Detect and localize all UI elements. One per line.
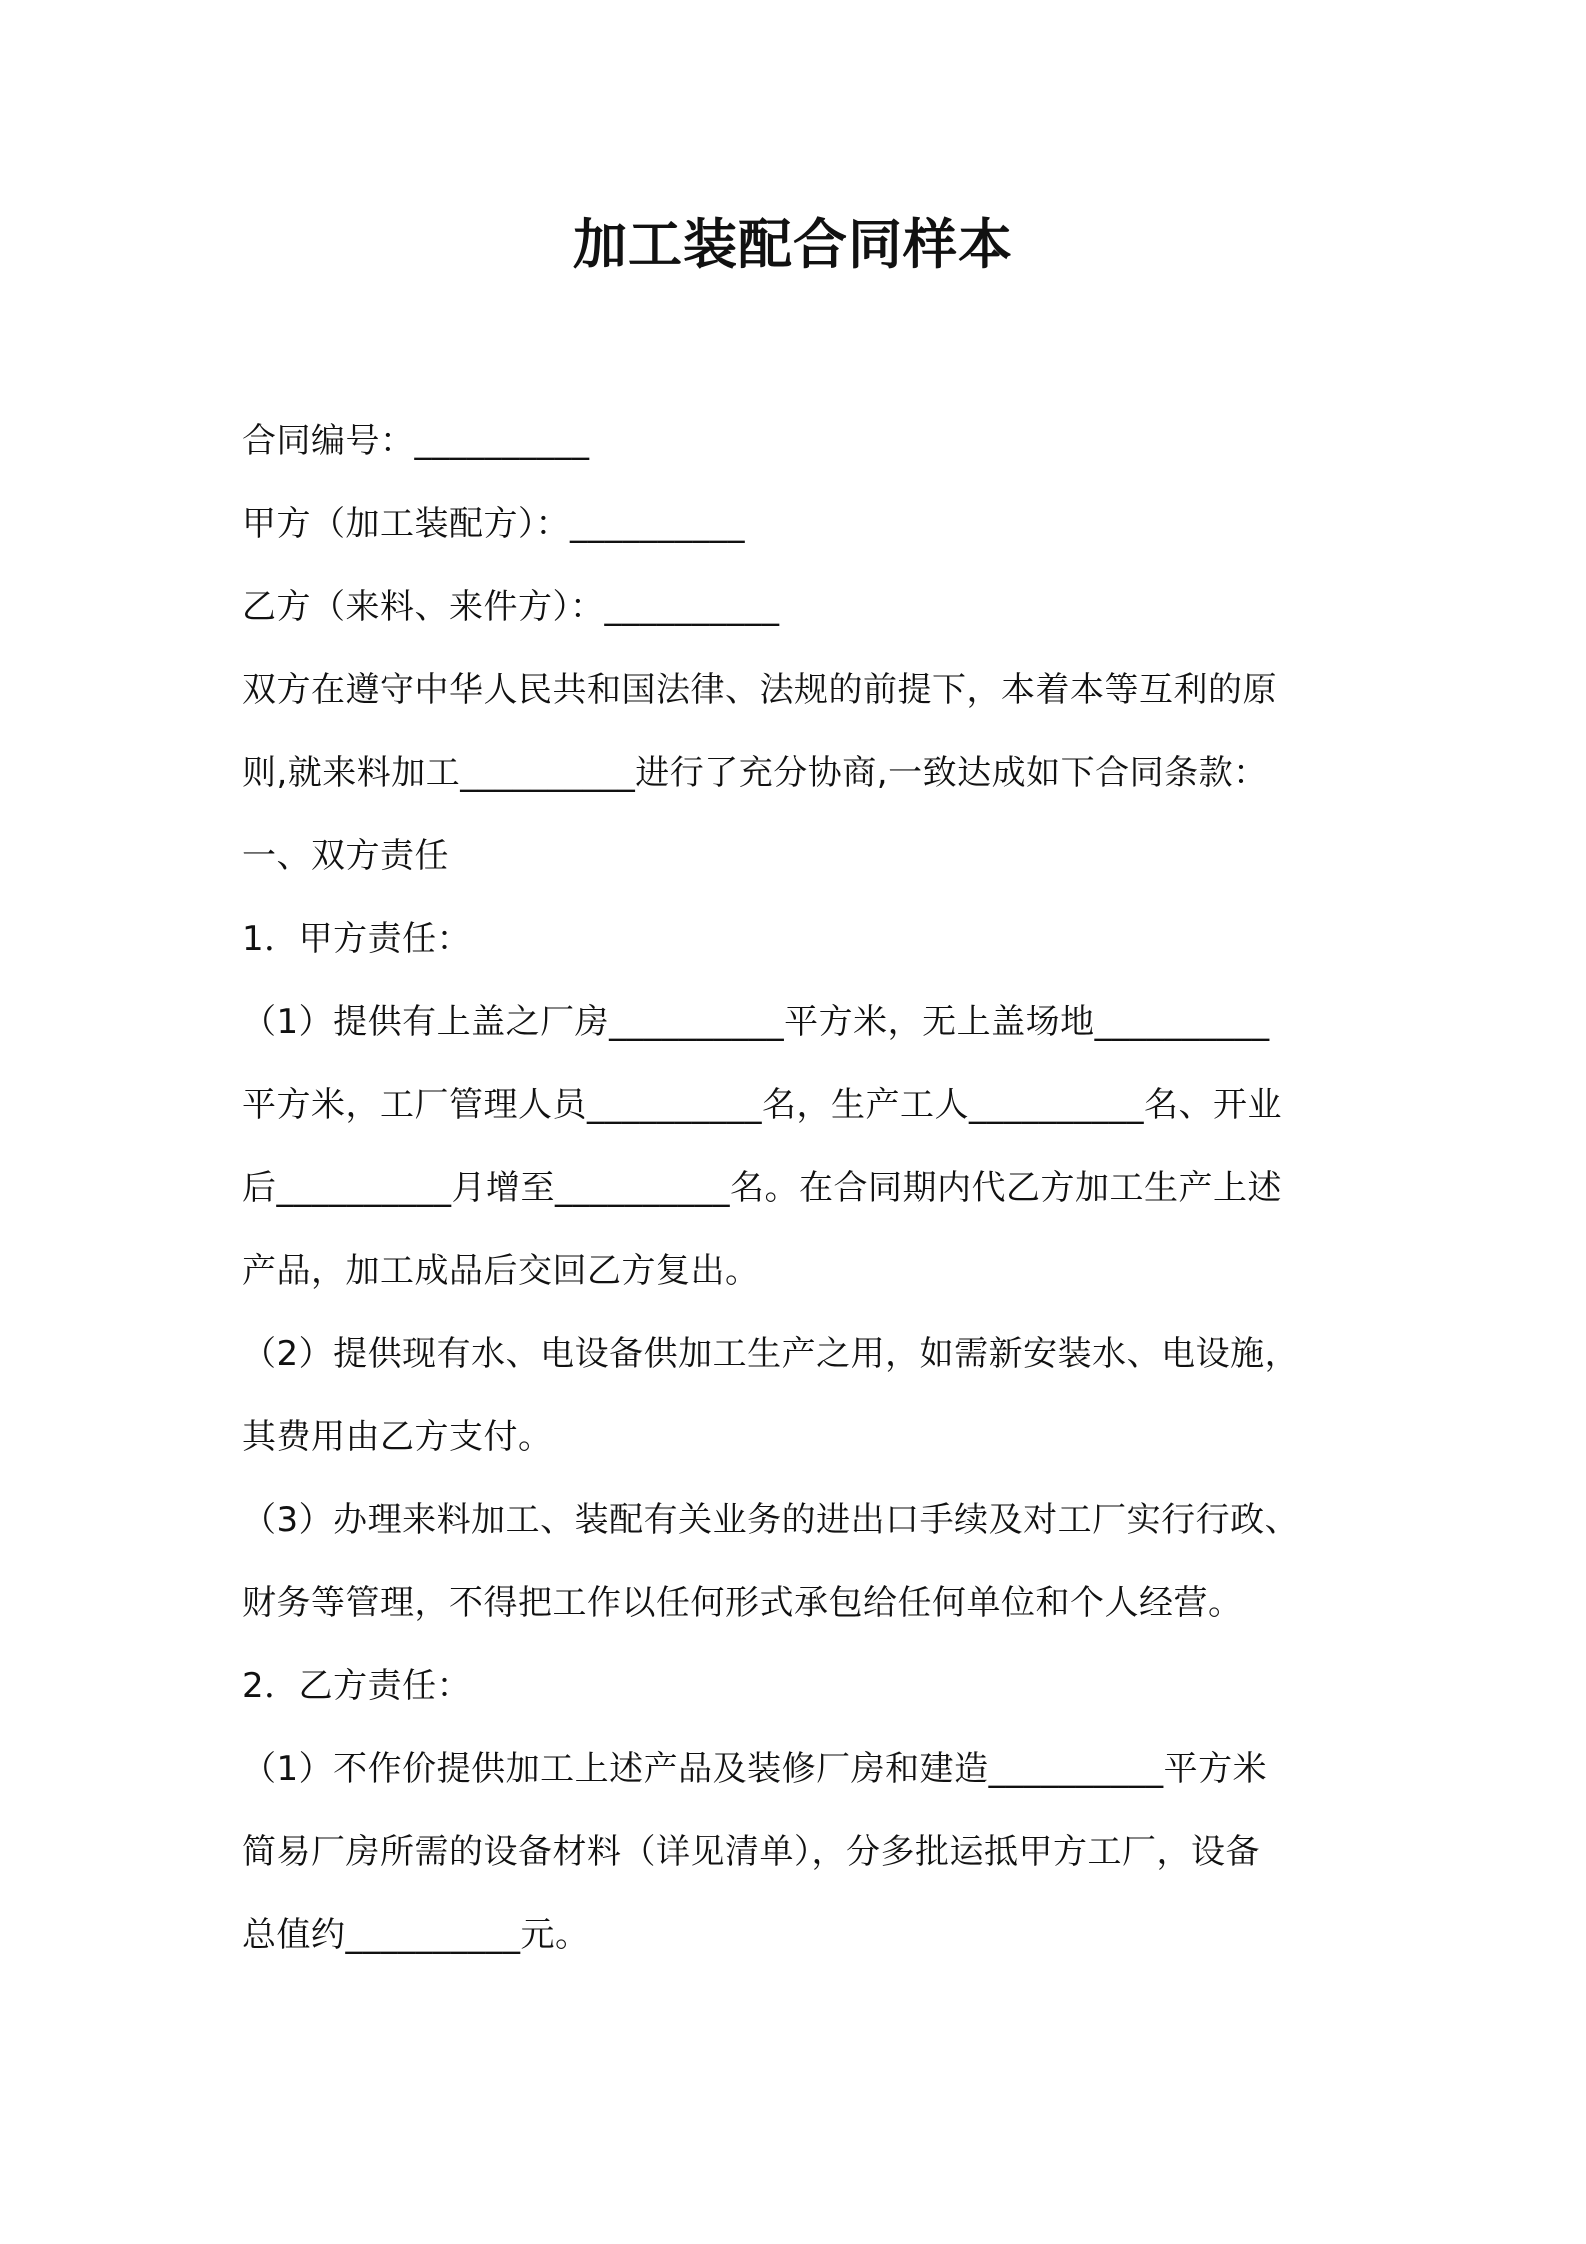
clause-b1-line-2: 简易厂房所需的设备材料（详见清单），分多批运抵甲方工厂，设备 — [242, 1832, 1260, 1872]
subsection-heading-party-a: 1．甲方责任： — [242, 919, 472, 959]
clause-b1-line-3: 总值约__________元。 — [242, 1915, 590, 1955]
party-a-line: 甲方（加工装配方）：__________ — [242, 504, 745, 544]
party-b-line: 乙方（来料、来件方）：__________ — [242, 587, 780, 627]
preamble-line-1: 双方在遵守中华人民共和国法律、法规的前提下，本着本等互利的原 — [242, 670, 1277, 710]
clause-a3-line-1: （3）办理来料加工、装配有关业务的进出口手续及对工厂实行行政、 — [242, 1500, 1300, 1540]
preamble-line-2: 则,就来料加工__________进行了充分协商,一致达成如下合同条款： — [242, 753, 1268, 793]
contract-number-line: 合同编号：__________ — [242, 421, 590, 461]
clause-a1-line-2: 平方米，工厂管理人员__________名，生产工人__________名、开业 — [242, 1085, 1282, 1125]
clause-a1-line-1: （1）提供有上盖之厂房__________平方米，无上盖场地__________ — [242, 1002, 1270, 1042]
subsection-heading-party-b: 2．乙方责任： — [242, 1666, 472, 1706]
clause-a1-line-3: 后__________月增至__________名。在合同期内代乙方加工生产上述 — [242, 1168, 1282, 1208]
clause-a3-line-2: 财务等管理，不得把工作以任何形式承包给任何单位和个人经营。 — [242, 1583, 1243, 1623]
clause-b1-line-1: （1）不作价提供加工上述产品及装修厂房和建造__________平方米 — [242, 1749, 1268, 1789]
section-heading-responsibilities: 一、双方责任 — [242, 836, 449, 876]
contract-body — [242, 400, 1382, 1977]
clause-a2-line-2: 其费用由乙方支付。 — [242, 1417, 553, 1457]
clause-a1-line-4: 产品，加工成品后交回乙方复出。 — [242, 1251, 760, 1291]
clause-a2-line-1: （2）提供现有水、电设备供加工生产之用，如需新安装水、电设施， — [242, 1334, 1300, 1374]
document-title: 加工装配合同样本 — [573, 213, 1013, 276]
